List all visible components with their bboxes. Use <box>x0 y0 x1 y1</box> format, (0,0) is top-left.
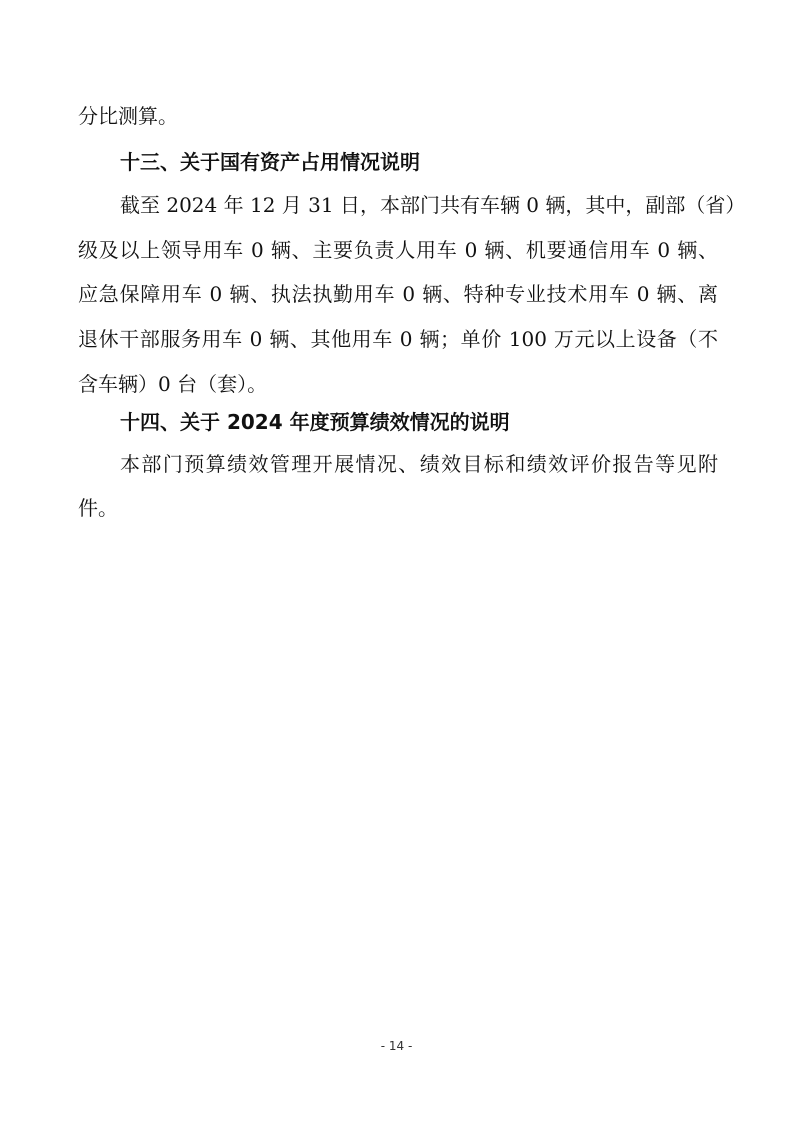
section-14-heading: 十四、关于 2024 年度预算绩效情况的说明 <box>120 410 510 434</box>
section-13-line-1: 截至 2024 年 12 月 31 日，本部门共有车辆 0 辆，其中，副部（省） <box>120 193 746 217</box>
section-14-line-1: 本部门预算绩效管理开展情况、绩效目标和绩效评价报告等见附 <box>120 452 718 476</box>
section-14-line-2: 件。 <box>78 496 118 520</box>
section-13-line-5: 含车辆）0 台（套）。 <box>78 372 268 396</box>
section-13-line-2: 级及以上领导用车 0 辆、主要负责人用车 0 辆、机要通信用车 0 辆、 <box>78 238 718 262</box>
paragraph-continuation: 分比测算。 <box>78 104 178 128</box>
section-13-line-3: 应急保障用车 0 辆、执法执勤用车 0 辆、特种专业技术用车 0 辆、离 <box>78 282 718 306</box>
section-13-line-4: 退休干部服务用车 0 辆、其他用车 0 辆；单价 100 万元以上设备（不 <box>78 327 718 351</box>
section-13-heading: 十三、关于国有资产占用情况说明 <box>120 150 420 174</box>
page-number: - 14 - <box>380 1039 413 1053</box>
